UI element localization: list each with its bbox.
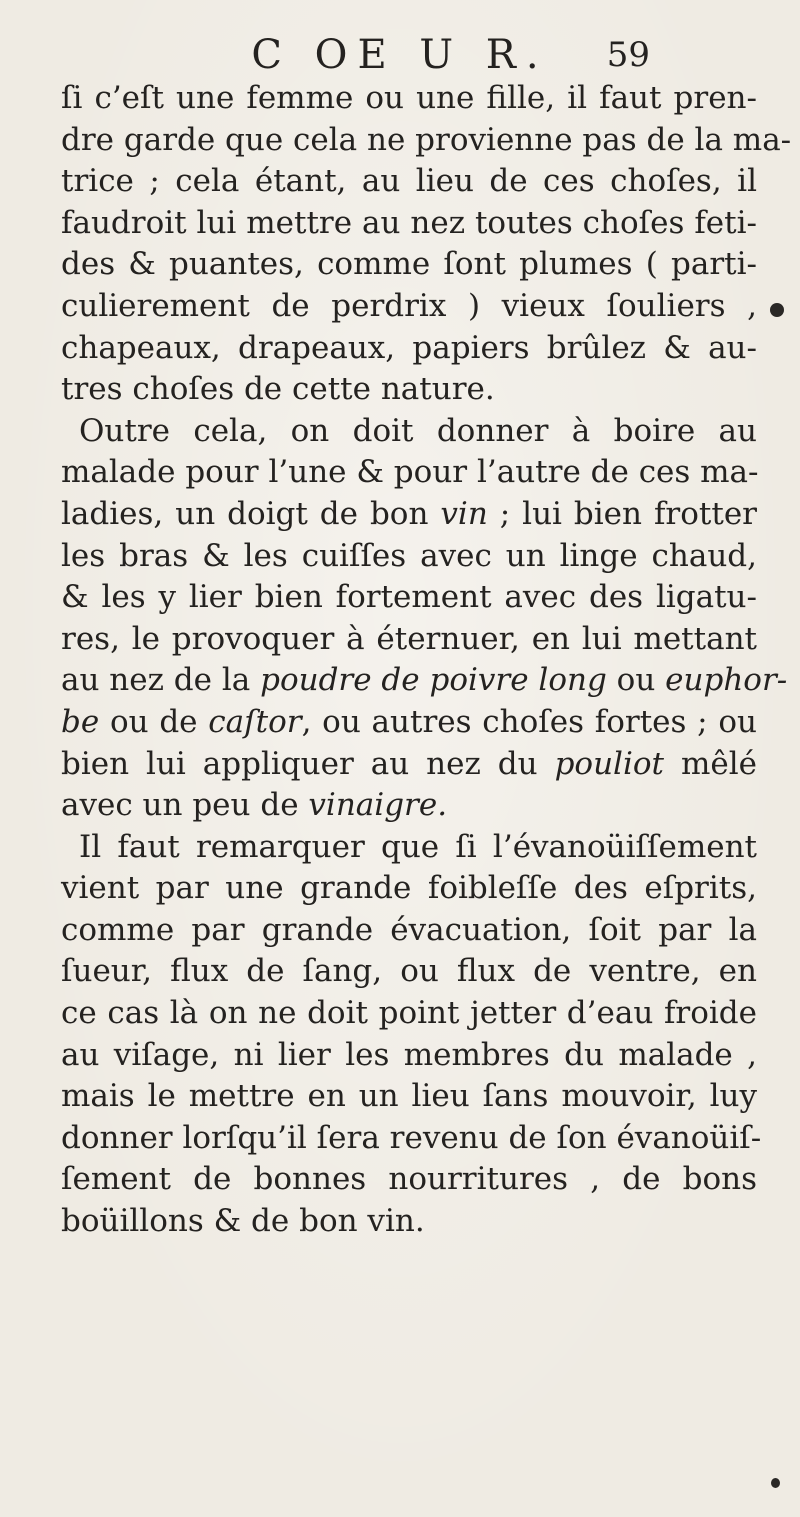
- italic-segment: poudre de poivre long: [260, 662, 607, 699]
- running-head: [0, 30, 800, 80]
- italic-segment: caſtor: [208, 703, 302, 740]
- text-segment: mais le mettre en un lieu ſans mouvoir, luy: [61, 1078, 757, 1115]
- ink-blot: [770, 303, 784, 317]
- text-line: [61, 910, 757, 952]
- text-segment: Il faut remarquer que ſi l’évanoüiſſement: [79, 828, 757, 865]
- text-segment: boüillons & de bon vin.: [61, 1203, 425, 1240]
- text-segment: ou: [606, 662, 666, 699]
- text-segment: avec un peu de: [61, 787, 309, 824]
- paragraph: [61, 827, 762, 1243]
- text-segment: comme par grande évacuation, ſoit par la: [61, 911, 757, 948]
- text-line: [61, 951, 757, 993]
- text-line: [61, 1201, 757, 1243]
- ink-blot: [771, 1478, 780, 1488]
- text-line: [61, 161, 757, 203]
- page-number: 59: [606, 35, 650, 75]
- text-segment: donner lorſqu’il ſera revenu de ſon évanoüiſ-: [61, 1119, 762, 1156]
- text-line: [61, 411, 757, 453]
- text-segment: malade pour l’une & pour l’autre de ces ma-: [61, 454, 759, 491]
- text-line: [61, 702, 757, 744]
- text-segment: culierement de perdrix ) vieux ſouliers ,: [61, 287, 757, 324]
- body-text: [61, 78, 792, 1243]
- text-line: [61, 244, 757, 286]
- text-segment: ſi c’eſt une femme ou une fille, il faut pren-: [61, 80, 757, 116]
- text-line: [61, 619, 757, 661]
- running-head-title: C OE U R.: [251, 32, 549, 78]
- text-segment: ſement de bonnes nourritures , de bons: [61, 1161, 757, 1198]
- text-segment: au viſage, ni lier les membres du malade ,: [61, 1036, 757, 1073]
- text-line: [61, 993, 757, 1035]
- text-line: [61, 827, 757, 869]
- text-segment: au nez de la: [61, 662, 261, 699]
- text-line: [61, 536, 757, 578]
- text-line: [61, 494, 757, 536]
- text-segment: les bras & les cuiſſes avec un linge chaud,: [61, 537, 757, 574]
- text-line: [61, 120, 792, 162]
- text-segment: tres choſes de cette nature.: [61, 371, 495, 408]
- text-segment: trice ; cela étant, au lieu de ces choſes, il: [61, 163, 757, 200]
- italic-segment: vin: [440, 495, 488, 532]
- text-segment: & les y lier bien fortement avec des ligatu-: [61, 579, 757, 616]
- text-line: [61, 785, 757, 827]
- text-line: [61, 203, 757, 245]
- paragraph: [61, 411, 788, 827]
- text-segment: Outre cela, on doit donner à boire au: [79, 412, 757, 449]
- text-line: [61, 452, 757, 494]
- text-segment: ladies, un doigt de bon: [61, 495, 441, 532]
- text-segment: , ou autres choſes fortes ; ou: [301, 703, 758, 740]
- text-line: [61, 1035, 757, 1077]
- text-segment: res, le provoquer à éternuer, en lui mettant: [61, 620, 757, 657]
- text-line: [61, 744, 757, 786]
- text-line: [61, 1076, 757, 1118]
- text-segment: bien lui appliquer au nez du: [61, 745, 555, 782]
- text-line: [61, 577, 757, 619]
- text-segment: ſueur, flux de ſang, ou flux de ventre, en: [61, 953, 757, 990]
- text-line: [61, 78, 757, 120]
- text-segment: dre garde que cela ne provienne pas de la ma-: [61, 121, 792, 158]
- text-segment: mêlé: [664, 745, 757, 782]
- text-segment: ou de: [99, 703, 209, 740]
- italic-segment: vinaigre.: [308, 787, 448, 824]
- italic-segment: pouliot: [554, 745, 665, 782]
- text-segment: chapeaux, drapeaux, papiers brûlez & au-: [61, 329, 757, 366]
- italic-segment: be: [61, 703, 100, 740]
- text-line: [61, 1118, 762, 1160]
- text-line: [61, 369, 757, 411]
- text-line: [61, 868, 757, 910]
- text-line: [61, 660, 788, 702]
- text-segment: ce cas là on ne doit point jetter d’eau froide: [61, 995, 757, 1032]
- text-segment: vient par une grande foibleſſe des eſprits,: [61, 870, 757, 907]
- text-segment: faudroit lui mettre au nez toutes choſes feti-: [61, 204, 757, 241]
- paragraph: [61, 78, 792, 411]
- text-segment: des & puantes, comme ſont plumes ( parti-: [61, 246, 757, 283]
- italic-segment: euphor-: [665, 662, 788, 699]
- text-line: [61, 286, 757, 328]
- text-segment: ; lui bien frotter: [487, 495, 757, 532]
- text-line: [61, 1159, 757, 1201]
- text-line: [61, 328, 757, 370]
